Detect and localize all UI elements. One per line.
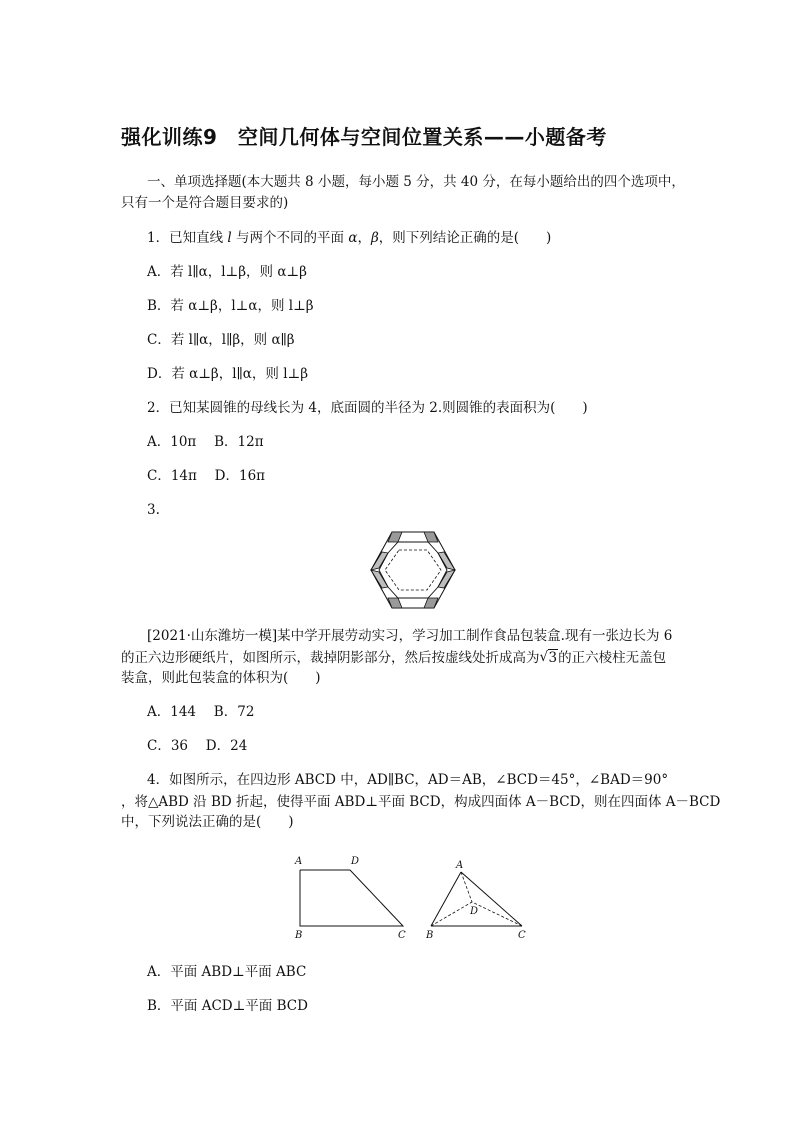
label-B: B bbox=[295, 930, 303, 941]
q1-option-d: D．若 α⊥β，l∥α，则 l⊥β bbox=[147, 366, 309, 382]
edge-CD-dashed bbox=[472, 902, 522, 926]
q4-option-b: B．平面 ACD⊥平面 BCD bbox=[147, 998, 308, 1014]
q3-stem-line2: 的正六边形硬纸片，如图所示，裁掉阴影部分，然后按虚线处折成高为 √ 3的正六棱柱无盖包 bbox=[121, 649, 667, 666]
q1-option-a: A．若 l∥α，l⊥β，则 α⊥β bbox=[147, 264, 307, 280]
label-A: A bbox=[295, 856, 303, 867]
section-heading-line1: 一、单项选择题(本大题共 8 小题，每小题 5 分，共 40 分，在每小题给出的四个选项中， bbox=[147, 174, 685, 190]
q4-stem-line2: ，将△ABD 沿 BD 折起，使得平面 ABD⊥平面 BCD，构成四面体 A－BCD，则在四面体 A－BCD bbox=[121, 794, 721, 810]
sqrt-three: √ 3 bbox=[539, 649, 558, 666]
label-D: D bbox=[470, 906, 479, 917]
tetrahedron-figure bbox=[424, 856, 534, 946]
page-title: 强化训练9 空间几何体与空间位置关系——小题备考 bbox=[121, 125, 607, 149]
edge-AB bbox=[431, 872, 461, 926]
quadrilateral-outline bbox=[300, 870, 403, 926]
edge-AC bbox=[461, 872, 522, 926]
q3-options-cd: C．36 D．24 bbox=[147, 738, 248, 754]
q1-stem: 1．已知直线 l 与两个不同的平面 α，β，则下列结论正确的是( ) bbox=[147, 230, 552, 246]
q2-options-cd: C．14π D．16π bbox=[147, 468, 266, 484]
label-A: A bbox=[456, 860, 464, 871]
q3-stem-line1: [2021·山东潍坊一模]某中学开展劳动实习，学习加工制作食品包装盒.现有一张边长为 6 bbox=[147, 628, 673, 644]
q1-option-b: B．若 α⊥β，l⊥α，则 l⊥β bbox=[147, 298, 314, 314]
q4-option-a: A．平面 ABD⊥平面 ABC bbox=[147, 964, 307, 980]
q3-stem-line3: 装盒，则此包装盒的体积为( ) bbox=[121, 670, 321, 686]
hexagon-box-figure bbox=[368, 530, 458, 610]
q3-number: 3. bbox=[147, 502, 160, 518]
label-C: C bbox=[398, 930, 406, 941]
q4-stem-line1: 4．如图所示，在四边形 ABCD 中，AD∥BC，AD＝AB，∠BCD＝45°，∠BAD＝90° bbox=[147, 772, 669, 788]
q2-options-ab: A．10π B．12π bbox=[147, 434, 264, 450]
q3-options-ab: A．144 B．72 bbox=[147, 704, 255, 720]
q1-option-c: C．若 l∥α，l∥β，则 α∥β bbox=[147, 332, 295, 348]
outer-hexagon bbox=[371, 532, 455, 608]
q2-stem: 2．已知某圆锥的母线长为 4，底面圆的半径为 2.则圆锥的表面积为( ) bbox=[147, 400, 588, 416]
section-heading-line2: 只有一个是符合题目要求的) bbox=[121, 195, 289, 211]
q4-stem-line3: 中，下列说法正确的是( ) bbox=[121, 814, 294, 830]
label-D: D bbox=[351, 856, 360, 867]
label-B: B bbox=[426, 930, 434, 941]
label-C: C bbox=[518, 930, 526, 941]
quadrilateral-figure bbox=[290, 852, 415, 942]
